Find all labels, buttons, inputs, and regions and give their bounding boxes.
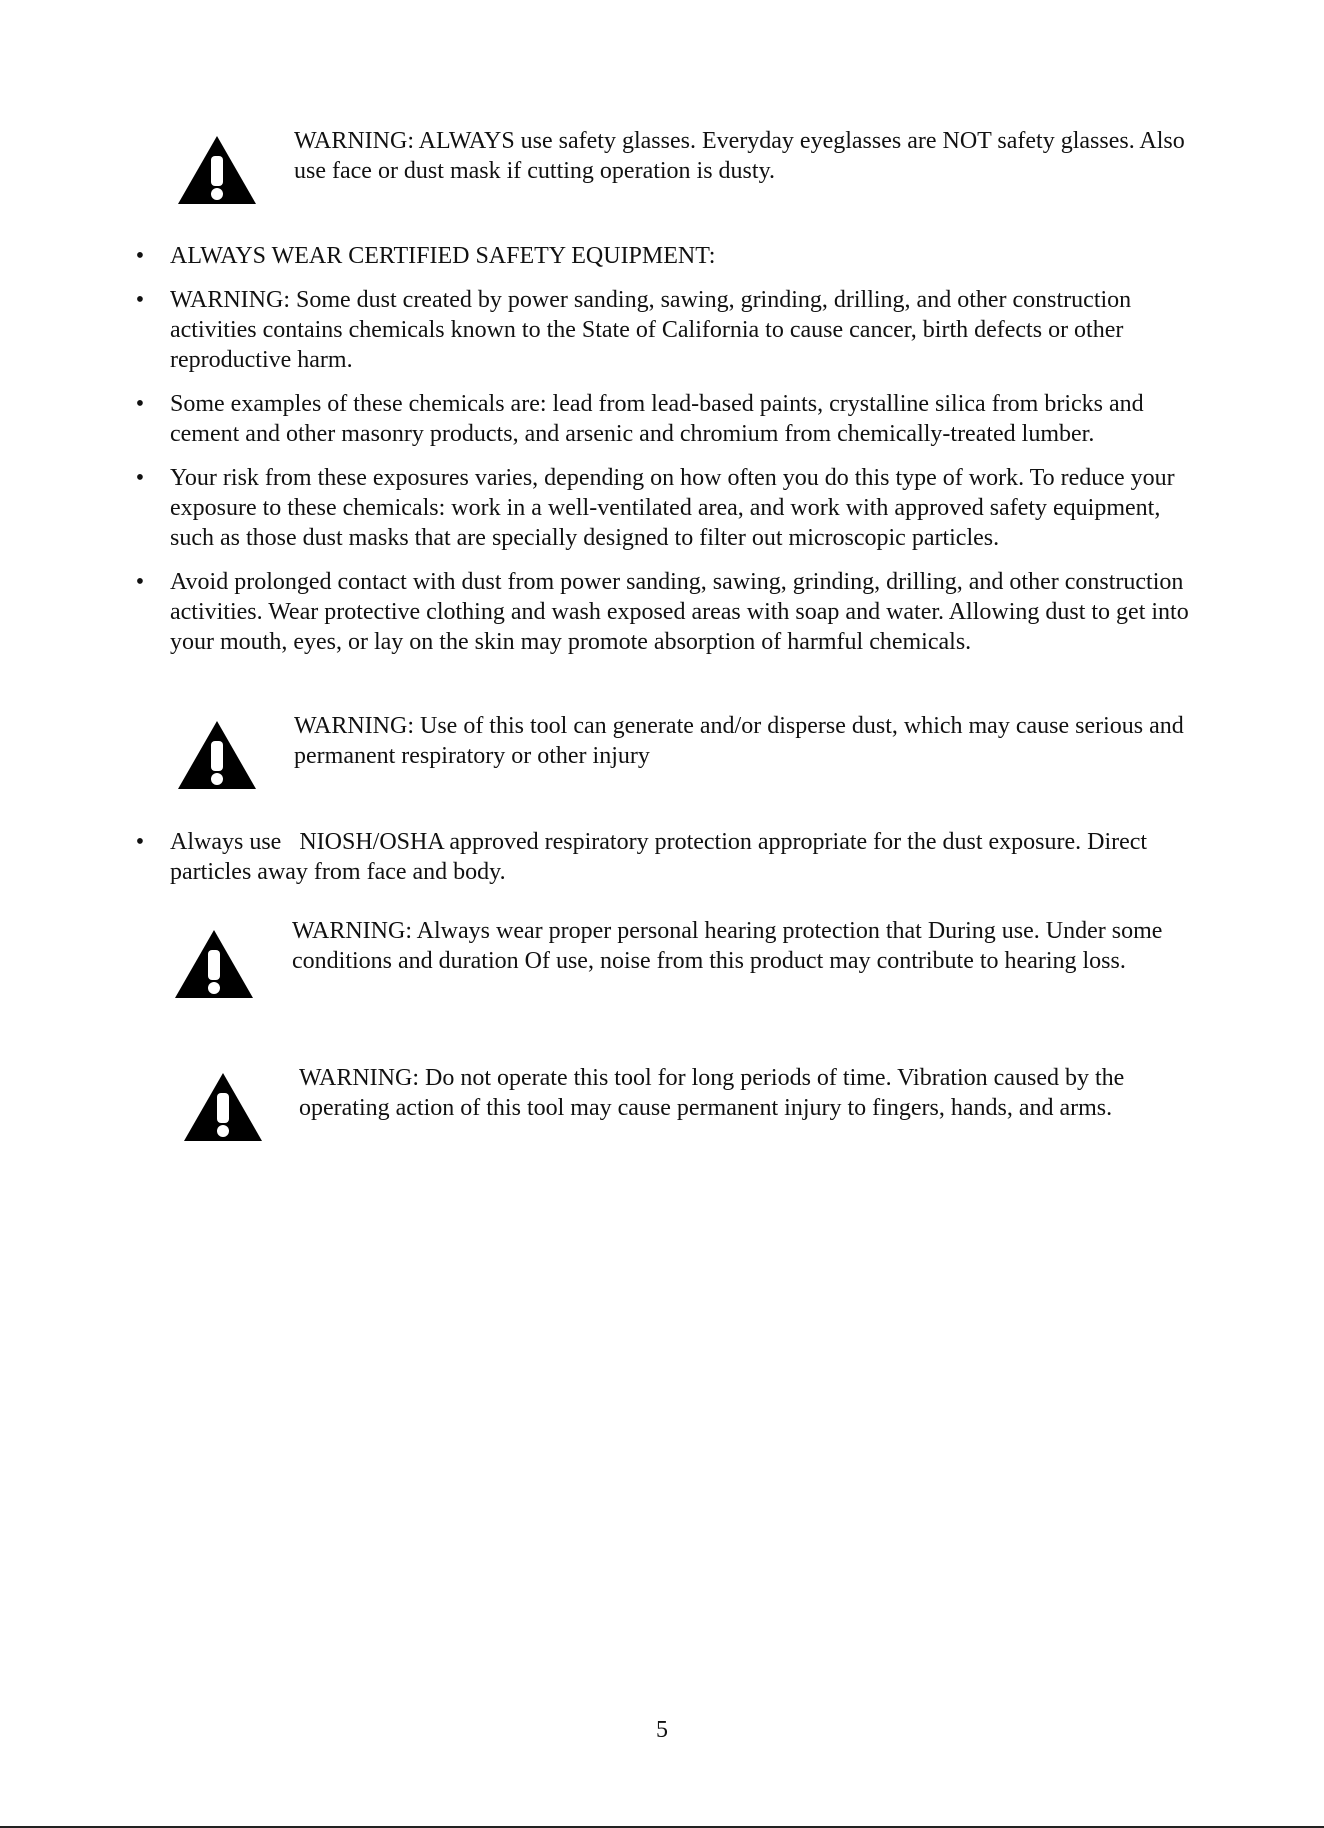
warning-triangle-icon <box>176 134 258 206</box>
warning-text: WARNING: Do not operate this tool for long periods of time. Vibration caused by the operating action of this tool may cause permanent injury to fingers, hands, and arms. <box>299 1065 1125 1121</box>
bullet-dot: • <box>135 391 145 417</box>
list-item <box>124 827 1200 887</box>
warning-triangle-icon <box>176 719 258 791</box>
warning-text: WARNING: ALWAYS use safety glasses. Everyday eyeglasses are NOT safety glasses. Also use face or dust mask if cutting operation is dusty. <box>294 128 1185 184</box>
bullet-list-safety <box>124 241 1200 671</box>
bullet-dot: • <box>135 569 145 595</box>
warning-triangle-icon <box>173 928 255 1000</box>
list-item <box>124 567 1200 657</box>
bullet-dot: • <box>135 243 145 269</box>
list-item-text: ALWAYS WEAR CERTIFIED SAFETY EQUIPMENT: <box>170 243 716 269</box>
list-item <box>124 285 1200 375</box>
bullet-dot: • <box>135 465 145 491</box>
list-item <box>124 389 1200 449</box>
list-item-text: WARNING: Some dust created by power sanding, sawing, grinding, drilling, and other construction activities contains chemicals known to the State of California to cause cancer, birth defects or other reproductive harm. <box>170 287 1132 373</box>
list-item-text: Always use NIOSH/OSHA approved respiratory protection appropriate for the dust exposure. Direct particles away from face and body. <box>170 829 1154 885</box>
warning-text: WARNING: Always wear proper personal hearing protection that During use. Under some conditions and duration Of use, noise from this product may contribute to hearing loss. <box>292 918 1163 974</box>
list-item-text: Avoid prolonged contact with dust from power sanding, sawing, grinding, drilling, and other construction activities. Wear protective clothing and wash exposed areas with soap and water. Allowing dust to get into your mouth, eyes, or lay on the skin may promote absorption of harmful chemicals. <box>170 569 1189 655</box>
list-item-text: Your risk from these exposures varies, depending on how often you do this type of work. To reduce your exposure to these chemicals: work in a well-ventilated area, and work with approved safety equipment, such as those dust masks that are specially designed to filter out microscopic particles. <box>170 465 1175 551</box>
page-number: 5 <box>656 1717 668 1743</box>
list-item <box>124 241 1200 271</box>
warning-triangle-icon <box>182 1071 264 1143</box>
list-item-text: Some examples of these chemicals are: lead from lead-based paints, crystalline silica from bricks and cement and other masonry products, and arsenic and chromium from chemically-treated lumber. <box>170 391 1144 447</box>
bullet-dot: • <box>135 287 145 313</box>
warning-text: WARNING: Use of this tool can generate and/or disperse dust, which may cause serious and permanent respiratory or other injury <box>294 713 1184 769</box>
bullet-list-respiratory <box>124 827 1200 901</box>
bullet-dot: • <box>135 829 145 855</box>
list-item <box>124 463 1200 553</box>
